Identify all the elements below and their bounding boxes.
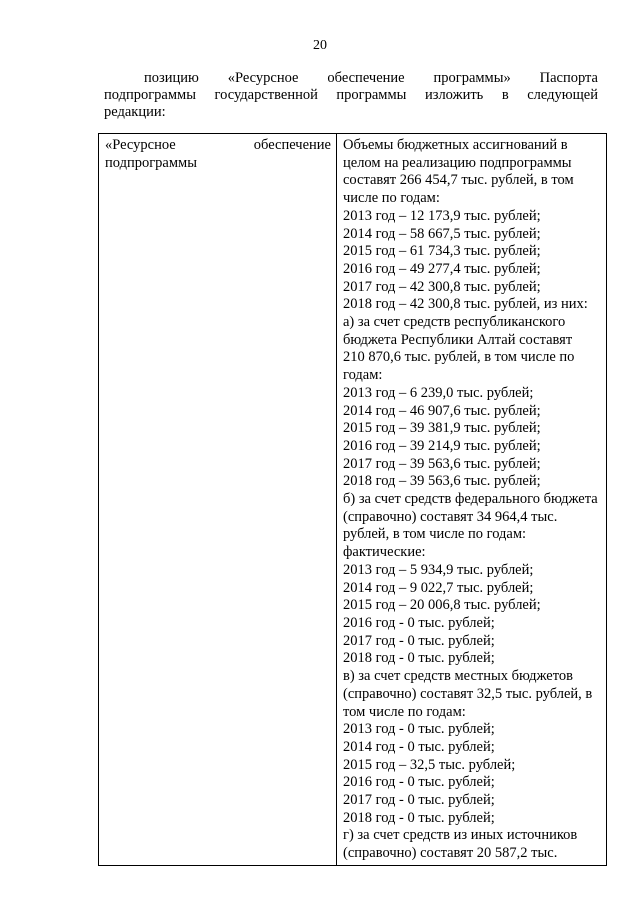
content-line: 2016 год - 0 тыс. рублей;: [343, 774, 495, 791]
intro-paragraph: [104, 70, 598, 121]
content-line: (справочно) составят 20 587,2 тыс.: [343, 845, 558, 862]
content-line: 2017 год – 42 300,8 тыс. рублей;: [343, 278, 541, 295]
content-line: фактические:: [343, 544, 426, 561]
content-line: 2015 год – 61 734,3 тыс. рублей;: [343, 243, 541, 260]
content-line: 2018 год – 42 300,8 тыс. рублей, из них:: [343, 296, 588, 313]
content-line: том числе по годам:: [343, 703, 466, 720]
content-line: а) за счет средств республиканского: [343, 314, 566, 331]
content-line: 2014 год – 9 022,7 тыс. рублей;: [343, 579, 534, 596]
content-line: (справочно) составят 32,5 тыс. рублей, в: [343, 685, 593, 702]
content-line: 2016 год – 49 277,4 тыс. рублей;: [343, 260, 541, 277]
content-line: (справочно) составят 34 964,4 тыс.: [343, 508, 558, 525]
content-line: б) за счет средств федерального бюджета: [343, 491, 598, 508]
position-content-cell: [337, 134, 607, 866]
content-line: г) за счет средств из иных источников: [343, 827, 578, 844]
content-line: составят 266 454,7 тыс. рублей, в том: [343, 172, 574, 189]
position-name-cell: [99, 134, 337, 866]
content-line: целом на реализацию подпрограммы: [343, 154, 572, 171]
content-line: годам:: [343, 367, 383, 384]
content-line: 2015 год – 39 381,9 тыс. рублей;: [343, 420, 541, 437]
intro-line: подпрограммы государственной программы изложить в следующей: [104, 87, 598, 103]
content-line: 2015 год – 32,5 тыс. рублей;: [343, 756, 516, 773]
content-line: числе по годам:: [343, 190, 440, 207]
content-line: 2014 год – 58 667,5 тыс. рублей;: [343, 225, 541, 242]
position-content: [343, 137, 602, 863]
position-name-line: «Ресурсное обеспечение: [105, 137, 331, 153]
table-row: [99, 134, 607, 866]
content-line: 2016 год – 39 214,9 тыс. рублей;: [343, 437, 541, 454]
content-line: 2017 год – 39 563,6 тыс. рублей;: [343, 455, 541, 472]
content-line: 2013 год – 6 239,0 тыс. рублей;: [343, 384, 534, 401]
content-line: 2014 год - 0 тыс. рублей;: [343, 738, 495, 755]
content-line: 2018 год - 0 тыс. рублей;: [343, 809, 495, 826]
content-line: 2015 год – 20 006,8 тыс. рублей;: [343, 597, 541, 614]
content-line: 210 870,6 тыс. рублей, в том числе по: [343, 349, 575, 366]
passport-table: [98, 133, 607, 866]
content-line: 2013 год – 5 934,9 тыс. рублей;: [343, 561, 534, 578]
content-line: 2018 год - 0 тыс. рублей;: [343, 650, 495, 667]
content-line: рублей, в том числе по годам:: [343, 526, 527, 543]
content-line: бюджета Республики Алтай составят: [343, 331, 573, 348]
intro-line: редакции:: [104, 104, 166, 120]
content-line: 2018 год – 39 563,6 тыс. рублей;: [343, 473, 541, 490]
content-line: 2016 год - 0 тыс. рублей;: [343, 614, 495, 631]
content-line: 2017 год - 0 тыс. рублей;: [343, 632, 495, 649]
intro-line: позицию «Ресурсное обеспечение программы» Паспорта: [144, 70, 598, 86]
content-line: 2014 год – 46 907,6 тыс. рублей;: [343, 402, 541, 419]
page-number: 20: [313, 38, 327, 53]
content-line: 2013 год – 12 173,9 тыс. рублей;: [343, 207, 541, 224]
content-line: Объемы бюджетных ассигнований в: [343, 137, 568, 153]
content-line: 2013 год - 0 тыс. рублей;: [343, 721, 495, 738]
position-name-line: подпрограммы: [105, 154, 197, 171]
content-line: в) за счет средств местных бюджетов: [343, 668, 573, 685]
content-line: 2017 год - 0 тыс. рублей;: [343, 792, 495, 809]
